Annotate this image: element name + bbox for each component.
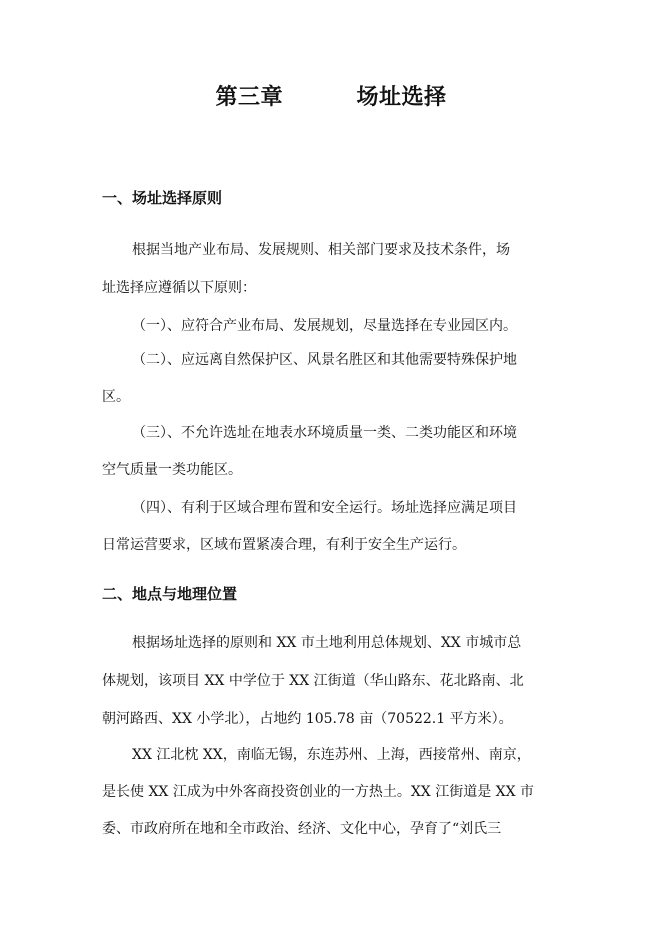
paragraph-line: （四）、有利于区域合理布置和安全运行。场址选择应满足项目 — [132, 500, 517, 516]
paragraph-line: 是长使 XX 江成为中外客商投资创业的一方热土。XX 江街道是 XX 市 — [102, 784, 535, 800]
section-heading-site-selection-principles: 一、场址选择原则 — [102, 189, 223, 207]
paragraph-line: 区。 — [102, 389, 130, 405]
paragraph-line: （二）、应远离自然保护区、风景名胜区和其他需要特殊保护地 — [132, 352, 517, 368]
paragraph-line: （一）、应符合产业布局、发展规划，尽量选择在专业园区内。 — [132, 318, 517, 334]
section-heading-location: 二、地点与地理位置 — [102, 585, 238, 603]
paragraph-line: 空气质量一类功能区。 — [102, 462, 242, 478]
chapter-title: 第三章 场址选择 — [215, 84, 447, 110]
paragraph-line: 址选择应遵循以下原则： — [102, 280, 256, 296]
paragraph-line: 委、市政府所在地和全市政治、经济、文化中心，孕育了“刘氏三 — [102, 821, 502, 837]
paragraph-line: 根据场址选择的原则和 XX 市土地利用总体规划、XX 市城市总 — [132, 635, 522, 651]
paragraph-line: 朝河路西、XX 小学北），占地约 105.78 亩（70522.1 平方米）。 — [102, 711, 513, 727]
paragraph-line: 日常运营要求，区域布置紧凑合理，有利于安全生产运行。 — [102, 537, 466, 553]
paragraph-line: （三）、不允许选址在地表水环境质量一类、二类功能区和环境 — [132, 425, 517, 441]
paragraph-line: 根据当地产业布局、发展规则、相关部门要求及技术条件，场 — [132, 242, 510, 258]
paragraph-line: XX 江北枕 XX，南临无锡，东连苏州、上海，西接常州、南京， — [132, 747, 531, 763]
paragraph-line: 体规划，该项目 XX 中学位于 XX 江街道（华山路东、花北路南、北 — [102, 673, 524, 689]
